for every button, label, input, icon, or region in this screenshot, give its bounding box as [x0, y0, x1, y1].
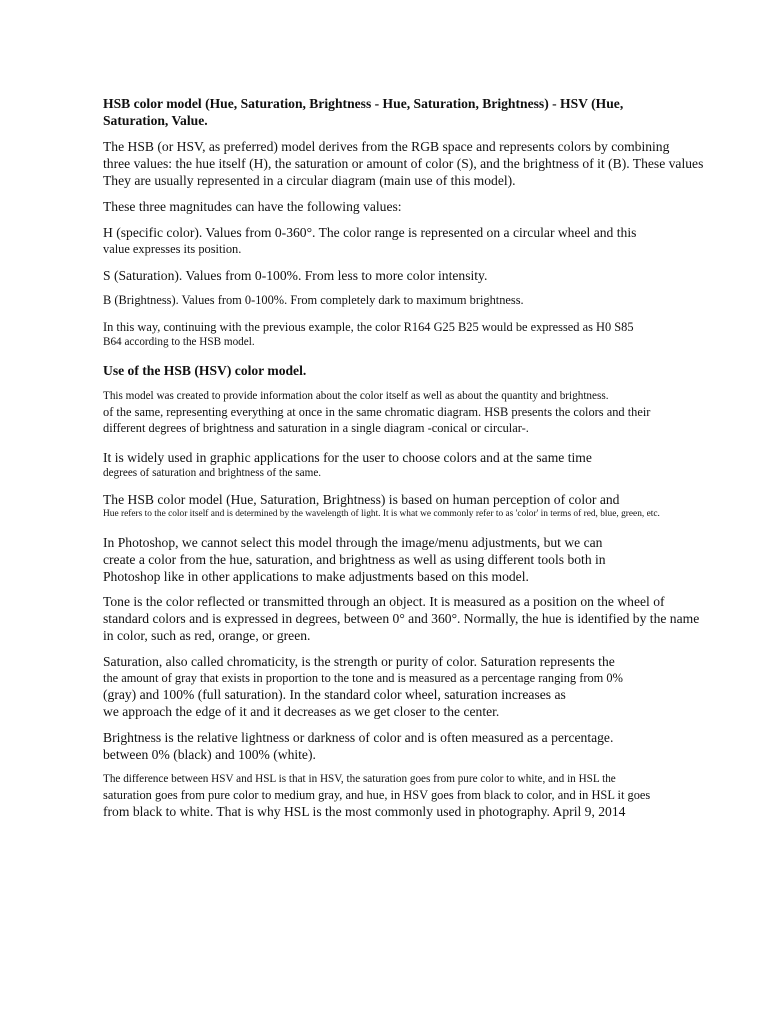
- text-line: we approach the edge of it and it decreases as we get closer to the center.: [103, 704, 500, 719]
- text-line: of the same, representing everything at once in the same chromatic diagram. HSB presents the colors and their: [103, 405, 651, 419]
- paragraph-magnitudes: [103, 198, 402, 215]
- paragraph-example: [103, 319, 634, 350]
- text-line: S (Saturation). Values from 0-100%. From less to more color intensity.: [103, 268, 488, 283]
- text-line: In Photoshop, we cannot select this model through the image/menu adjustments, but we can: [103, 535, 603, 550]
- text-line: saturation goes from pure color to medium gray, and hue, in HSV goes from black to color, and in HSL it goes: [103, 788, 651, 802]
- paragraph-graphic-applications: [103, 449, 592, 481]
- text-line: create a color from the hue, saturation, and brightness as well as using different tools both in: [103, 552, 606, 567]
- paragraph-brightness-values: [103, 292, 524, 308]
- heading-line: Saturation, Value.: [103, 113, 208, 128]
- text-line: This model was created to provide information about the color itself as well as about the quantity and brightness.: [103, 390, 609, 402]
- text-line: (gray) and 100% (full saturation). In the standard color wheel, saturation increases as: [103, 687, 566, 702]
- paragraph-hsv-vs-hsl: [103, 772, 650, 820]
- text-line: Brightness is the relative lightness or darkness of color and is often measured as a percentage.: [103, 730, 614, 745]
- paragraph-saturation: [103, 653, 623, 720]
- paragraph-use: [103, 389, 650, 436]
- text-line: the amount of gray that exists in proportion to the tone and is measured as a percentage ranging from 0%: [103, 671, 623, 685]
- text-line: H (specific color). Values from 0-360°. The color range is represented on a circular wheel and this: [103, 225, 637, 240]
- text-line: Photoshop like in other applications to make adjustments based on this model.: [103, 569, 529, 584]
- paragraph-tone: [103, 593, 699, 644]
- heading-use-of-hsb: [103, 362, 306, 379]
- text-line: Saturation, also called chromaticity, is the strength or purity of color. Saturation represents the: [103, 654, 615, 669]
- text-line: The difference between HSV and HSL is that in HSV, the saturation goes from pure color to white, and in HSL the: [103, 773, 616, 785]
- text-line: They are usually represented in a circular diagram (main use of this model).: [103, 173, 516, 188]
- heading-line: HSB color model (Hue, Saturation, Brightness - Hue, Saturation, Brightness) - HSV (Hue,: [103, 96, 624, 111]
- heading-hsb-model: [103, 95, 623, 129]
- text-line: standard colors and is expressed in degrees, between 0° and 360°. Normally, the hue is identified by the name: [103, 611, 700, 626]
- text-line: value expresses its position.: [103, 242, 242, 256]
- text-line: between 0% (black) and 100% (white).: [103, 747, 316, 762]
- text-line: The HSB (or HSV, as preferred) model derives from the RGB space and represents colors by combining: [103, 139, 670, 154]
- paragraph-photoshop: [103, 534, 606, 585]
- text-line: It is widely used in graphic applications for the user to choose colors and at the same time: [103, 450, 592, 465]
- heading-line: Use of the HSB (HSV) color model.: [103, 363, 307, 378]
- text-line: B (Brightness). Values from 0-100%. From completely dark to maximum brightness.: [103, 293, 524, 307]
- paragraph-perception: [103, 491, 660, 521]
- text-line: The HSB color model (Hue, Saturation, Brightness) is based on human perception of color and: [103, 492, 620, 507]
- text-line: three values: the hue itself (H), the saturation or amount of color (S), and the brightness of it (B). These values: [103, 156, 704, 171]
- text-line: Tone is the color reflected or transmitted through an object. It is measured as a position on the wheel of: [103, 594, 665, 609]
- text-line: from black to white. That is why HSL is the most commonly used in photography. April 9, 2014: [103, 804, 626, 819]
- text-line: These three magnitudes can have the following values:: [103, 199, 402, 214]
- paragraph-hue-values: [103, 224, 636, 257]
- text-line: In this way, continuing with the previous example, the color R164 G25 B25 would be expressed as H0 S85: [103, 320, 634, 334]
- text-line: Hue refers to the color itself and is determined by the wavelength of light. It is what we commonly refer to as 'color' in terms of red, blue, green, etc.: [103, 509, 660, 519]
- paragraph-intro: [103, 138, 703, 189]
- paragraph-saturation-values: [103, 267, 487, 284]
- text-line: in color, such as red, orange, or green.: [103, 628, 311, 643]
- text-line: B64 according to the HSB model.: [103, 336, 255, 348]
- text-line: different degrees of brightness and saturation in a single diagram -conical or circular-.: [103, 421, 529, 435]
- text-line: degrees of saturation and brightness of the same.: [103, 467, 322, 479]
- paragraph-brightness: [103, 729, 613, 763]
